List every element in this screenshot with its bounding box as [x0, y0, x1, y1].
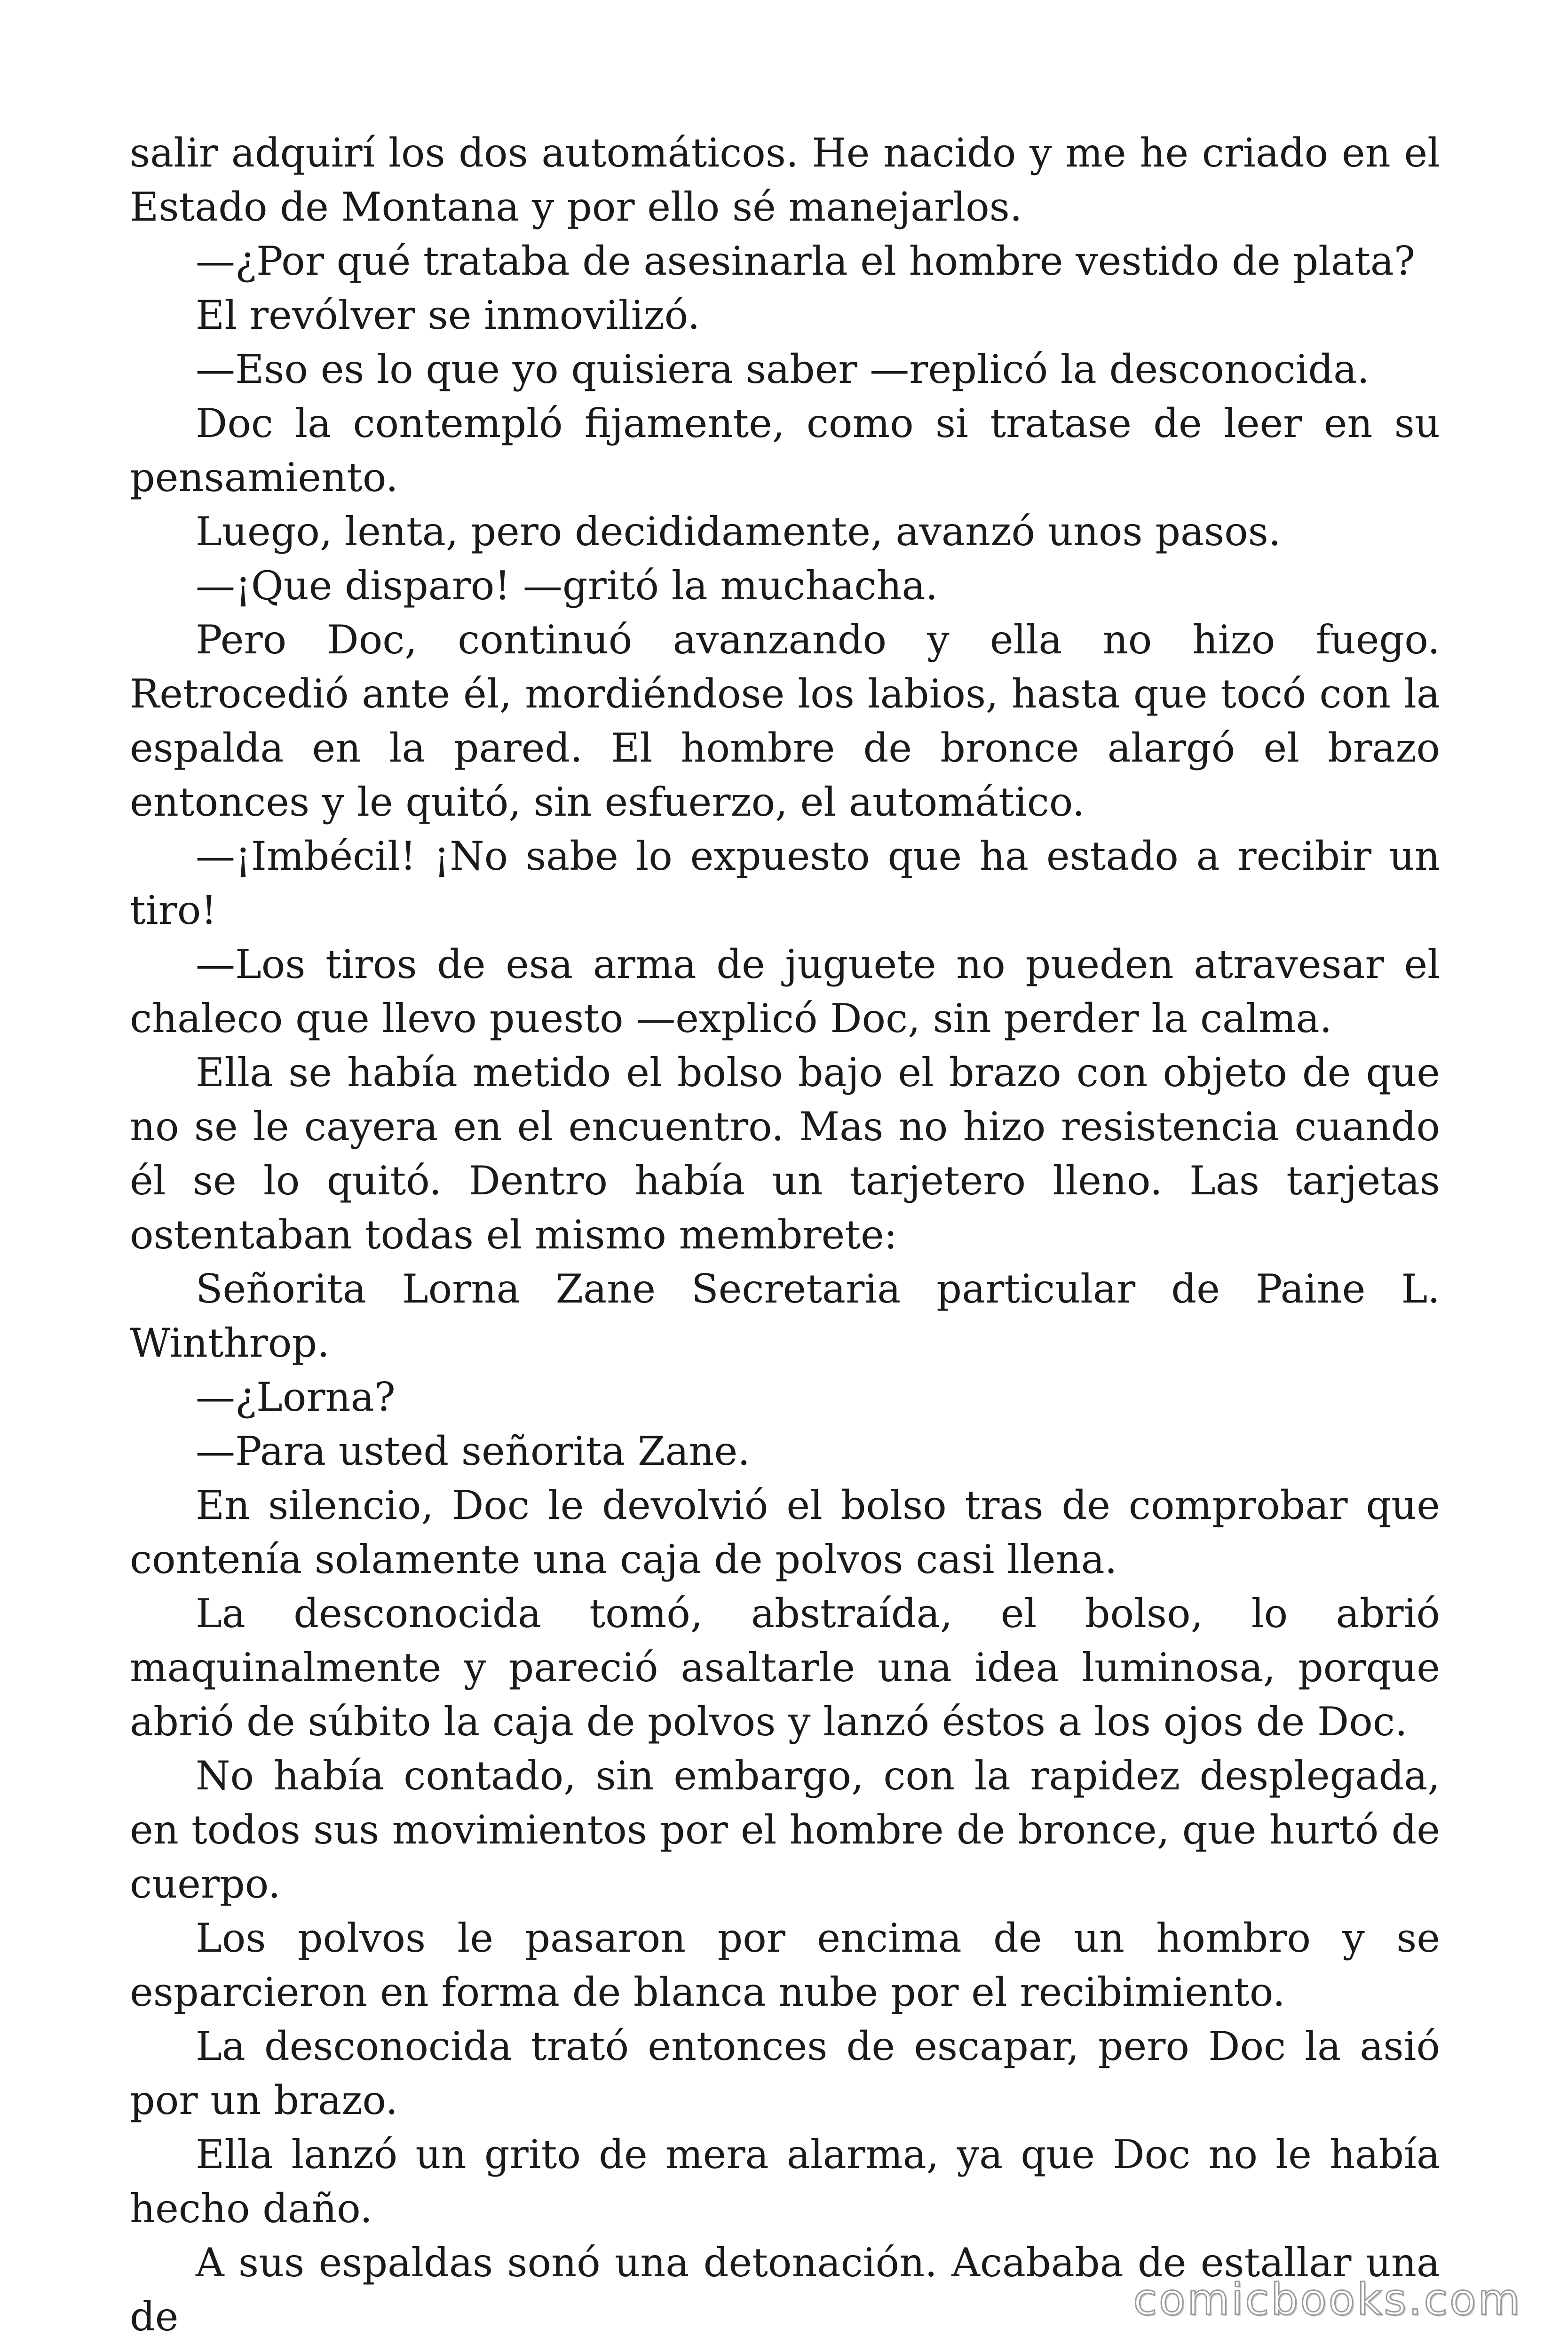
paragraph-20: Ella lanzó un grito de mera alarma, ya que Doc no le había hecho daño. — [130, 2131, 1440, 2232]
paragraph-17: No había contado, sin embargo, con la rapidez desplegada, en todos sus movimientos por el hombre de bronce, que hurtó de cuerpo. — [130, 1753, 1440, 1907]
paragraph-3: El revólver se inmovilizó. — [196, 292, 700, 338]
paragraph-11: Ella se había metido el bolso bajo el brazo con objeto de que no se le cayera en el encuentro. Mas no hizo resistencia cuando él se lo quitó. Dentro había un tarjetero lleno. Las tarjetas ostentaban todas el mismo membrete: — [130, 1049, 1440, 1258]
paragraph-7: —¡Que disparo! —gritó la muchacha. — [196, 563, 938, 609]
paragraph-12: Señorita Lorna Zane Secretaria particular de Paine L. Winthrop. — [130, 1266, 1440, 1366]
paragraph-21: A sus espaldas sonó una detonación. Acababa de estallar una de — [130, 2240, 1440, 2340]
paragraph-6: Luego, lenta, pero decididamente, avanzó unos pasos. — [196, 509, 1281, 555]
paragraph-9: —¡Imbécil! ¡No sabe lo expuesto que ha estado a recibir un tiro! — [130, 833, 1440, 933]
paragraph-13: —¿Lorna? — [196, 1374, 396, 1420]
paragraph-4: —Eso es lo que yo quisiera saber —replicó la desconocida. — [196, 346, 1370, 392]
paragraph-10: —Los tiros de esa arma de juguete no pueden atravesar el chaleco que llevo puesto —explicó Doc, sin perder la calma. — [130, 941, 1440, 1041]
paragraph-18: Los polvos le pasaron por encima de un hombro y se esparcieron en forma de blanca nube por el recibimiento. — [130, 1915, 1440, 2015]
paragraph-15: En silencio, Doc le devolvió el bolso tras de comprobar que contenía solamente una caja de polvos casi llena. — [130, 1482, 1440, 1582]
watermark-logo: comicbooks.com — [1133, 2274, 1522, 2325]
paragraph-1: salir adquirí los dos automáticos. He nacido y me he criado en el Estado de Montana y por ello sé manejarlos. — [130, 130, 1440, 230]
paragraph-2: —¿Por qué trataba de asesinarla el hombre vestido de plata? — [196, 238, 1415, 284]
paragraph-14: —Para usted señorita Zane. — [196, 1428, 750, 1474]
paragraph-8: Pero Doc, continuó avanzando y ella no hizo fuego. Retrocedió ante él, mordiéndose los labios, hasta que tocó con la espalda en la pared. El hombre de bronce alargó el brazo entonces y le quitó, sin esfuerzo, el automático. — [130, 617, 1440, 825]
paragraph-5: Doc la contempló fijamente, como si tratase de leer en su pensamiento. — [130, 400, 1440, 501]
page-text — [130, 126, 1440, 2344]
paragraph-16: La desconocida tomó, abstraída, el bolso, lo abrió maquinalmente y pareció asaltarle una idea luminosa, porque abrió de súbito la caja de polvos y lanzó éstos a los ojos de Doc. — [130, 1590, 1440, 1745]
paragraph-19: La desconocida trató entonces de escapar, pero Doc la asió por un brazo. — [130, 2023, 1440, 2123]
